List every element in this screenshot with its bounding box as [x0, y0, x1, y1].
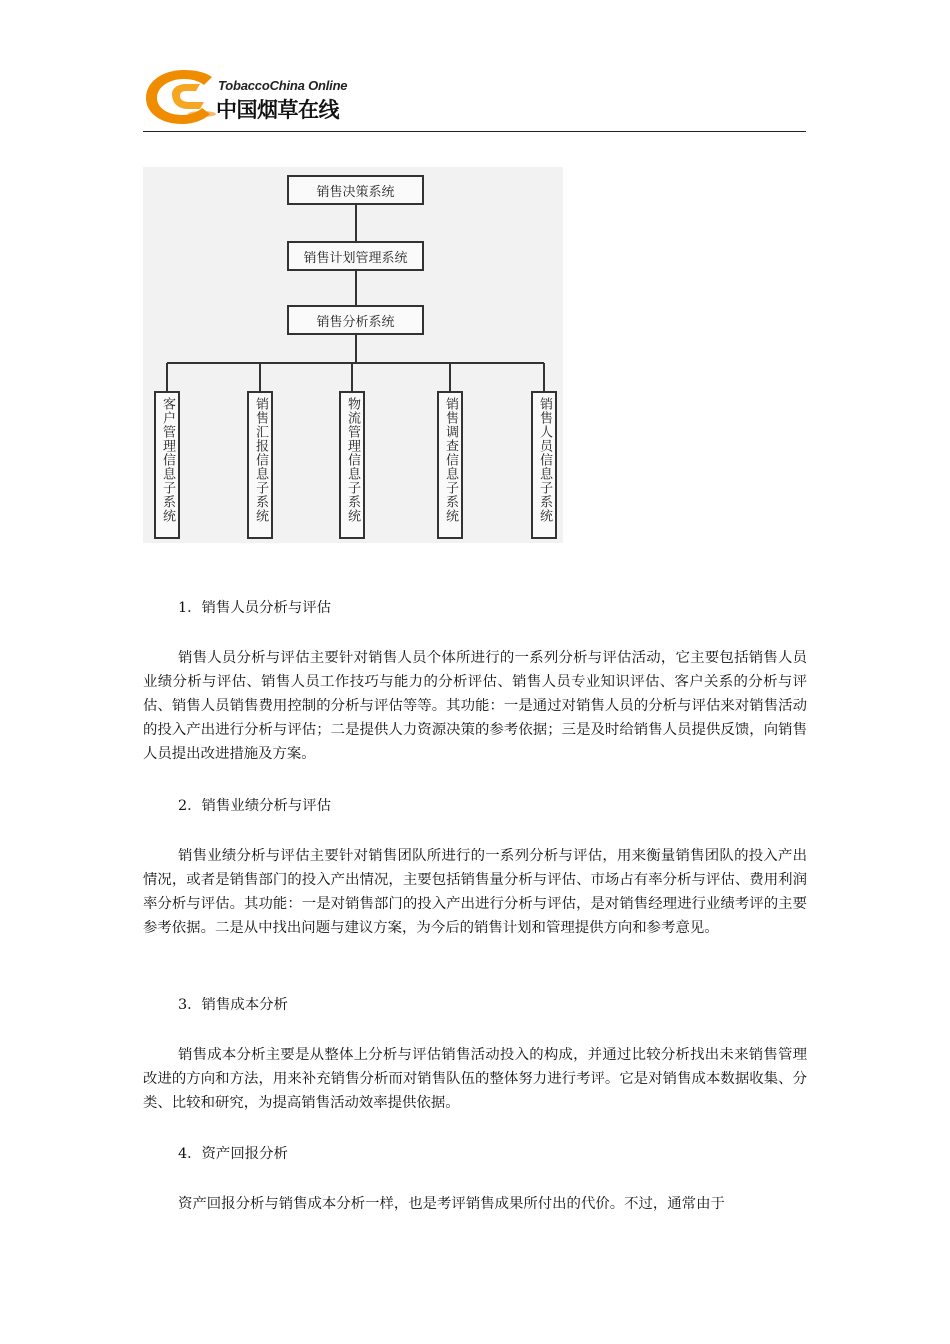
node-sales-decision: 销售决策系统	[287, 175, 424, 205]
logo-english-text: TobaccoChina Online	[218, 78, 348, 93]
node-sales-analysis: 销售分析系统	[287, 305, 424, 335]
section-body	[143, 646, 807, 766]
section-body	[143, 844, 807, 940]
node-staff-subsystem: 销售人员信息子系统	[531, 391, 557, 539]
section-paragraph: 销售成本分析主要是从整体上分析与评估销售活动投入的构成，并通过比较分析找出未来销售管理改进的方向和方法，用来补充销售分析而对销售队伍的整体努力进行考评。它是对销售成本数据收集、分类、比较和研究，为提高销售活动效率提供依据。	[143, 1047, 807, 1111]
node-customer-subsystem: 客户管理信息子系统	[154, 391, 180, 539]
section-paragraph: 销售人员分析与评估主要针对销售人员个体所进行的一系列分析与评估活动，它主要包括销售人员业绩分析与评估、销售人员工作技巧与能力的分析评估、销售人员专业知识评估、客户关系的分析与评估、销售人员销售费用控制的分析与评估等等。其功能：一是通过对销售人员的分析与评估来对销售活动的投入产出进行分析与评估；二是提供人力资源决策的参考依据；三是及时给销售人员提供反馈，向销售人员提出改进措施及方案。	[143, 650, 807, 762]
section-heading: 1．销售人员分析与评估	[178, 600, 332, 616]
logo-chinese-text: 中国烟草在线	[216, 98, 339, 122]
section-heading: 3．销售成本分析	[178, 997, 288, 1013]
node-sales-plan: 销售计划管理系统	[287, 241, 424, 271]
section-paragraph: 资产回报分析与销售成本分析一样，也是考评销售成果所付出的代价。不过，通常由于	[178, 1196, 725, 1212]
node-report-subsystem: 销售汇报信息子系统	[247, 391, 273, 539]
logo-swoosh-icon	[142, 64, 222, 130]
section-body	[143, 1192, 807, 1216]
org-chart-figure	[143, 167, 563, 543]
section-body	[143, 1043, 807, 1115]
node-logistics-subsystem: 物流管理信息子系统	[339, 391, 365, 539]
section-heading: 4．资产回报分析	[178, 1146, 288, 1162]
node-survey-subsystem: 销售调查信息子系统	[437, 391, 463, 539]
tobacco-china-logo[interactable]	[142, 64, 372, 130]
section-heading: 2．销售业绩分析与评估	[178, 798, 332, 814]
section-paragraph: 销售业绩分析与评估主要针对销售团队所进行的一系列分析与评估，用来衡量销售团队的投入产出情况，或者是销售部门的投入产出情况，主要包括销售量分析与评估、市场占有率分析与评估、费用利润率分析与评估。其功能：一是对销售部门的投入产出进行分析与评估，是对销售经理进行业绩考评的主要参考依据。二是从中找出问题与建议方案，为今后的销售计划和管理提供方向和参考意见。	[143, 848, 807, 936]
header-divider	[143, 131, 806, 132]
